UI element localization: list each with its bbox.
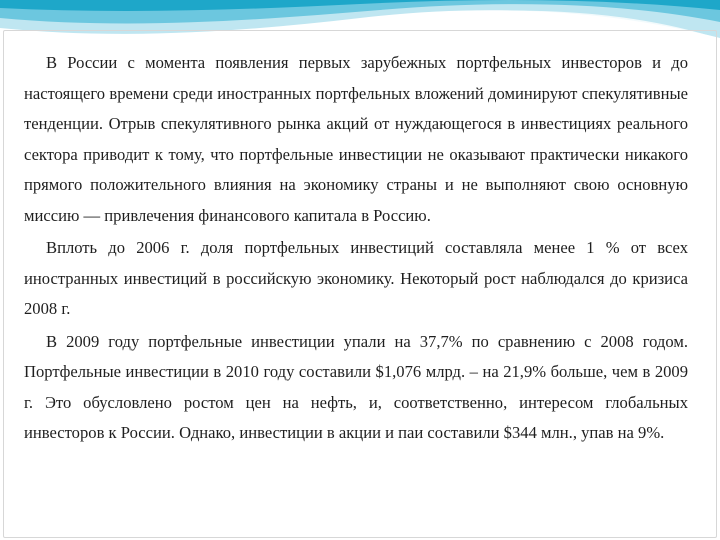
paragraph-1: В России с момента появления первых зарубежных портфельных инвесторов и до настоящего времени среди иностранных портфельных вложений доминируют спекулятивные тенденции. Отрыв спекулятивного рынка акций от нуждающегося в инвестициях реального сектора приводит к тому, что портфельные инвестиции не оказывают практически никакого прямого положительного влияния на экономику страны и не выполняют свою основную миссию — привлечения финансового капитала в Россию. — [24, 53, 688, 225]
paragraph-2: Вплоть до 2006 г. доля портфельных инвестиций составляла менее 1 % от всех иностранных инвестиций в российскую экономику. Некоторый рост наблюдался до кризиса 2008 г. — [24, 238, 688, 318]
paragraph-3: В 2009 году портфельные инвестиции упали на 37,7% по сравнению с 2008 годом. Портфельные инвестиции в 2010 году составили $1,076 млрд. – на 21,9% больше, чем в 2009 г. Это обусловлено ростом цен на нефть, и, соответственно, интересом глобальных инвесторов к России. Однако, инвестиции в акции и паи составили $344 млн., упав на 9%. — [24, 331, 688, 442]
body-text — [24, 48, 688, 451]
